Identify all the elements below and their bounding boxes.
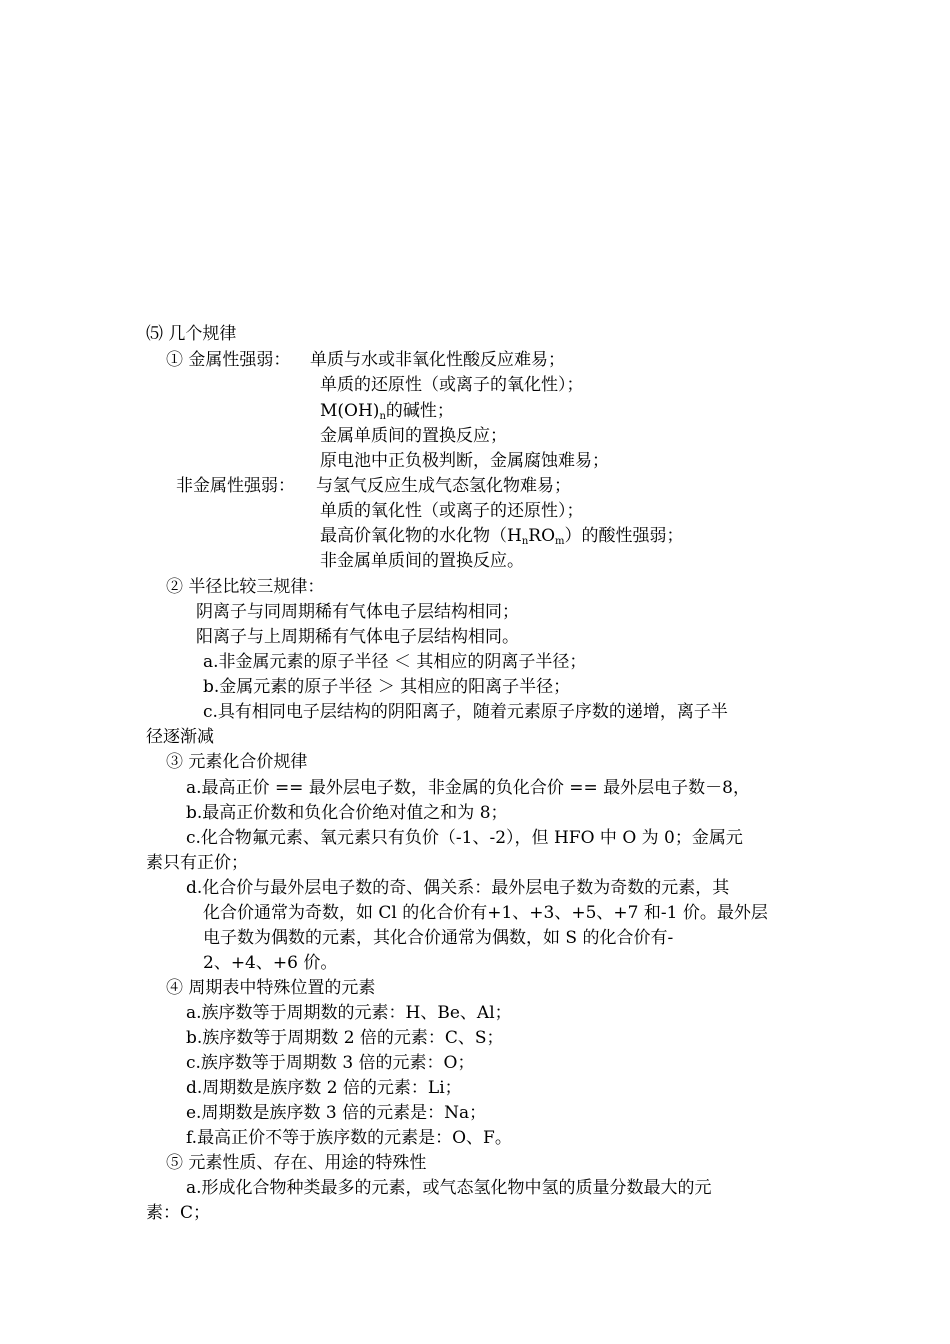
hydroxide-formula: M(OH) [320,401,380,421]
valence-line: d.化合价与最外层电子数的奇、偶关系：最外层电子数为奇数的元素，其 [186,878,730,898]
special-position-line: b.族序数等于周期数 2 倍的元素：C、S； [186,1028,504,1048]
metal-item: 单质的还原性（或离子的氧化性）； [320,375,584,395]
hydroxide-subscript: n [379,411,386,422]
valence-line: 2、+4、+6 价。 [203,953,338,973]
nonmetal-item: 非金属单质间的置换反应。 [320,551,524,571]
valence-line: c.化合物氟元素、氧元素只有负价（-1、-2），但 HFO 中 O 为 0；金属元 [186,828,743,848]
acid-suffix: ）的酸性强弱； [564,526,684,546]
special-position-line: f.最高正价不等于族序数的元素是：O、F。 [186,1128,512,1148]
special-properties-line: a.形成化合物种类最多的元素，或气态氢化物中氢的质量分数最大的元 [186,1178,712,1198]
radius-heading: ② 半径比较三规律： [166,577,325,597]
special-position-heading: ④ 周期表中特殊位置的元素 [166,978,376,998]
metal-item-hydroxide [320,399,454,423]
acid-subscript-n: n [521,536,529,547]
radius-line: 阴离子与同周期稀有气体电子层结构相同； [196,602,519,622]
nonmetal-item: 单质的氧化性（或离子的还原性）； [320,501,584,521]
radius-line: c.具有相同电子层结构的阴阳离子，随着元素原子序数的递增，离子半 [203,702,728,722]
hydroxide-text: 的碱性； [385,401,454,421]
special-position-line: a.族序数等于周期数的元素：H、Be、Al； [186,1003,512,1023]
acid-prefix: 最高价氧化物的水化物（H [320,526,522,546]
nonmetal-heading: 非金属性强弱： [176,476,295,496]
valence-line: a.最高正价 == 最外层电子数，非金属的负化合价 == 最外层电子数－8， [186,778,750,798]
nonmetal-item: 与氢气反应生成气态氢化物难易； [316,476,571,496]
valence-heading: ③ 元素化合价规律 [166,752,308,772]
section-title: ⑸ 几个规律 [146,324,237,344]
valence-line: 化合价通常为奇数，如 Cl 的化合价有+1、+3、+5、+7 和-1 价。最外层 [203,903,768,923]
metal-item: 金属单质间的置换反应； [320,426,507,446]
radius-line: a.非金属元素的原子半径 ＜ 其相应的阴离子半径； [203,652,587,672]
valence-line: 电子数为偶数的元素，其化合价通常为偶数，如 S 的化合价有- [203,928,674,948]
valence-line: b.最高正价数和负化合价绝对值之和为 8； [186,803,508,823]
radius-line: 径逐渐减 [146,727,214,747]
metal-item: 原电池中正负极判断，金属腐蚀难易； [320,451,609,471]
special-properties-heading: ⑤ 元素性质、存在、用途的特殊性 [166,1153,427,1173]
acid-mid: RO [528,526,556,546]
metal-item: 单质与水或非氧化性酸反应难易； [310,350,565,370]
nonmetal-item-acid [320,524,684,548]
special-position-line: c.族序数等于周期数 3 倍的元素：O； [186,1053,475,1073]
radius-line: 阳离子与上周期稀有气体电子层结构相同。 [196,627,519,647]
special-position-line: d.周期数是族序数 2 倍的元素：Li； [186,1078,462,1098]
acid-subscript-m: m [555,536,565,547]
radius-line: b.金属元素的原子半径 ＞ 其相应的阳离子半径； [203,677,571,697]
special-position-line: e.周期数是族序数 3 倍的元素是：Na； [186,1103,487,1123]
special-properties-line: 素：C； [146,1203,211,1223]
metal-heading: ① 金属性强弱： [166,350,291,370]
valence-line: 素只有正价； [146,853,248,873]
